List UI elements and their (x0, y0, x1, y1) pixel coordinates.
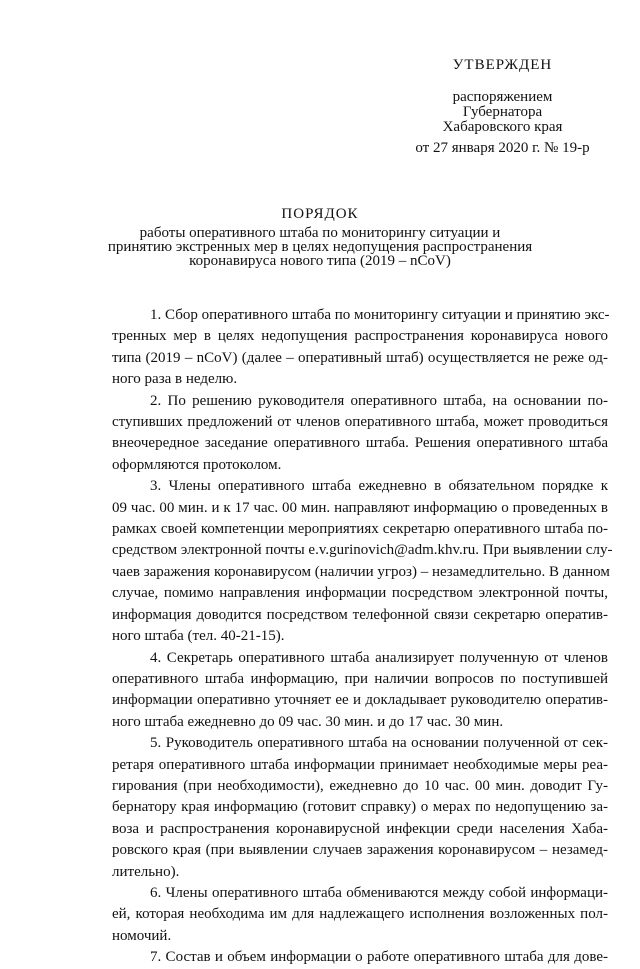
paragraph-line: оформляются протоколом. (112, 456, 282, 473)
paragraph-line: ретаря оперативного штаба информации принимает необходимые меры реа- (112, 756, 608, 773)
approval-line-3: Хабаровского края (442, 119, 563, 135)
paragraph-line: ступивших предложений от членов оперативного штаба, может проводиться (112, 414, 608, 431)
approval-date: от 27 января 2020 г. № 19-р (415, 140, 590, 156)
paragraph-3 (112, 476, 613, 647)
paragraph-line: бернатору края информацию (готовит справку) о мерах по недопущению за- (112, 799, 608, 816)
approval-line-1: распоряжением (452, 89, 553, 105)
paragraph-4 (112, 648, 608, 734)
paragraph-line: внеочередное заседание оперативного штаба. Решения оперативного штаба (112, 435, 608, 452)
paragraph-line: лительно). (112, 863, 180, 880)
paragraph-line: средством электронной почты e.v.gurinovich@adm.khv.ru. При выявлении слу- (112, 542, 613, 559)
paragraph-line: ного штаба (тел. 40-21-15). (112, 628, 285, 645)
subtitle-line: принятию экстренных мер в целях недопущения распространения (107, 239, 533, 255)
approval-title: УТВЕРЖДЕН (452, 57, 553, 73)
paragraph-line: 6. Члены оперативного штаба обмениваются между собой информаци- (150, 884, 608, 901)
paragraph-line: 5. Руководитель оперативного штаба на основании полученной от сек- (150, 735, 608, 752)
paragraph-line: 3. Члены оперативного штаба ежедневно в обязательном порядке к (150, 478, 608, 495)
paragraph-line: 1. Сбор оперативного штаба по мониторингу ситуации и принятию экс- (150, 307, 610, 323)
paragraph-line: ного раза в неделю. (112, 371, 238, 388)
paragraph-line: ей, которая необходима им для надлежащего исполнения возложенных пол- (112, 906, 608, 923)
paragraph-line: 09 час. 00 мин. и к 17 час. 00 мин. направляют информацию о проведенных в (112, 499, 608, 516)
paragraph-line: 2. По решению руководителя оперативного штаба, на основании по- (150, 392, 608, 409)
paragraph-5 (112, 733, 608, 883)
paragraph-line: ного штаба ежедневно до 09 час. 30 мин. и до 17 час. 30 мин. (112, 713, 504, 730)
document-title: ПОРЯДОК (281, 206, 359, 222)
paragraph-line: чаев заражения коронавирусом (наличии угроз) – незамедлительно. В данном (112, 563, 610, 580)
paragraph-line: оперативного штаба информацию, при наличии вопросов по поступившей (112, 670, 608, 687)
paragraph-line: воза и распространения коронавирусной инфекции среди населения Хаба- (112, 820, 608, 837)
paragraph-line: гирования (при необходимости), ежедневно до 10 час. 00 мин. доводит Гу- (112, 777, 608, 794)
paragraph-line: рамках своей компетенции мероприятиях секретарю оперативного штаба по- (112, 521, 608, 538)
paragraph-line: номочий. (112, 927, 172, 944)
paragraph-line: 7. Состав и объем информации о работе оперативного штаба для дове- (150, 949, 608, 966)
paragraph-line: информации оперативно уточняет ее и докладывает руководителю оператив- (112, 692, 608, 709)
approval-stamp (395, 58, 610, 156)
paragraph-line: случае, помимо направления информации посредством электронной почты, (112, 585, 608, 602)
paragraph-7 (112, 947, 608, 968)
document-body (112, 305, 613, 969)
paragraph-2 (112, 391, 608, 477)
paragraph-line: 4. Секретарь оперативного штаба анализирует полученную от членов (150, 649, 608, 666)
paragraph-line: информация доводится посредством телефонной связи секретарю оператив- (112, 606, 608, 623)
subtitle-line: коронавируса нового типа (2019 – nCoV) (189, 253, 451, 269)
paragraph-1 (112, 305, 608, 391)
document-subtitle (100, 226, 540, 268)
paragraph-line: типа (2019 – nCoV) (далее – оперативный штаб) осуществляется не реже од- (112, 349, 608, 366)
approval-line-2: Губернатора (462, 104, 543, 120)
paragraph-line: тренных мер в целях недопущения распространения коронавируса нового (112, 328, 608, 345)
subtitle-line: работы оперативного штаба по мониторингу ситуации и (139, 225, 501, 241)
paragraph-line: ровского края (при выявлении случаев заражения коронавирусом – незамед- (112, 842, 608, 859)
paragraph-6 (112, 883, 608, 947)
